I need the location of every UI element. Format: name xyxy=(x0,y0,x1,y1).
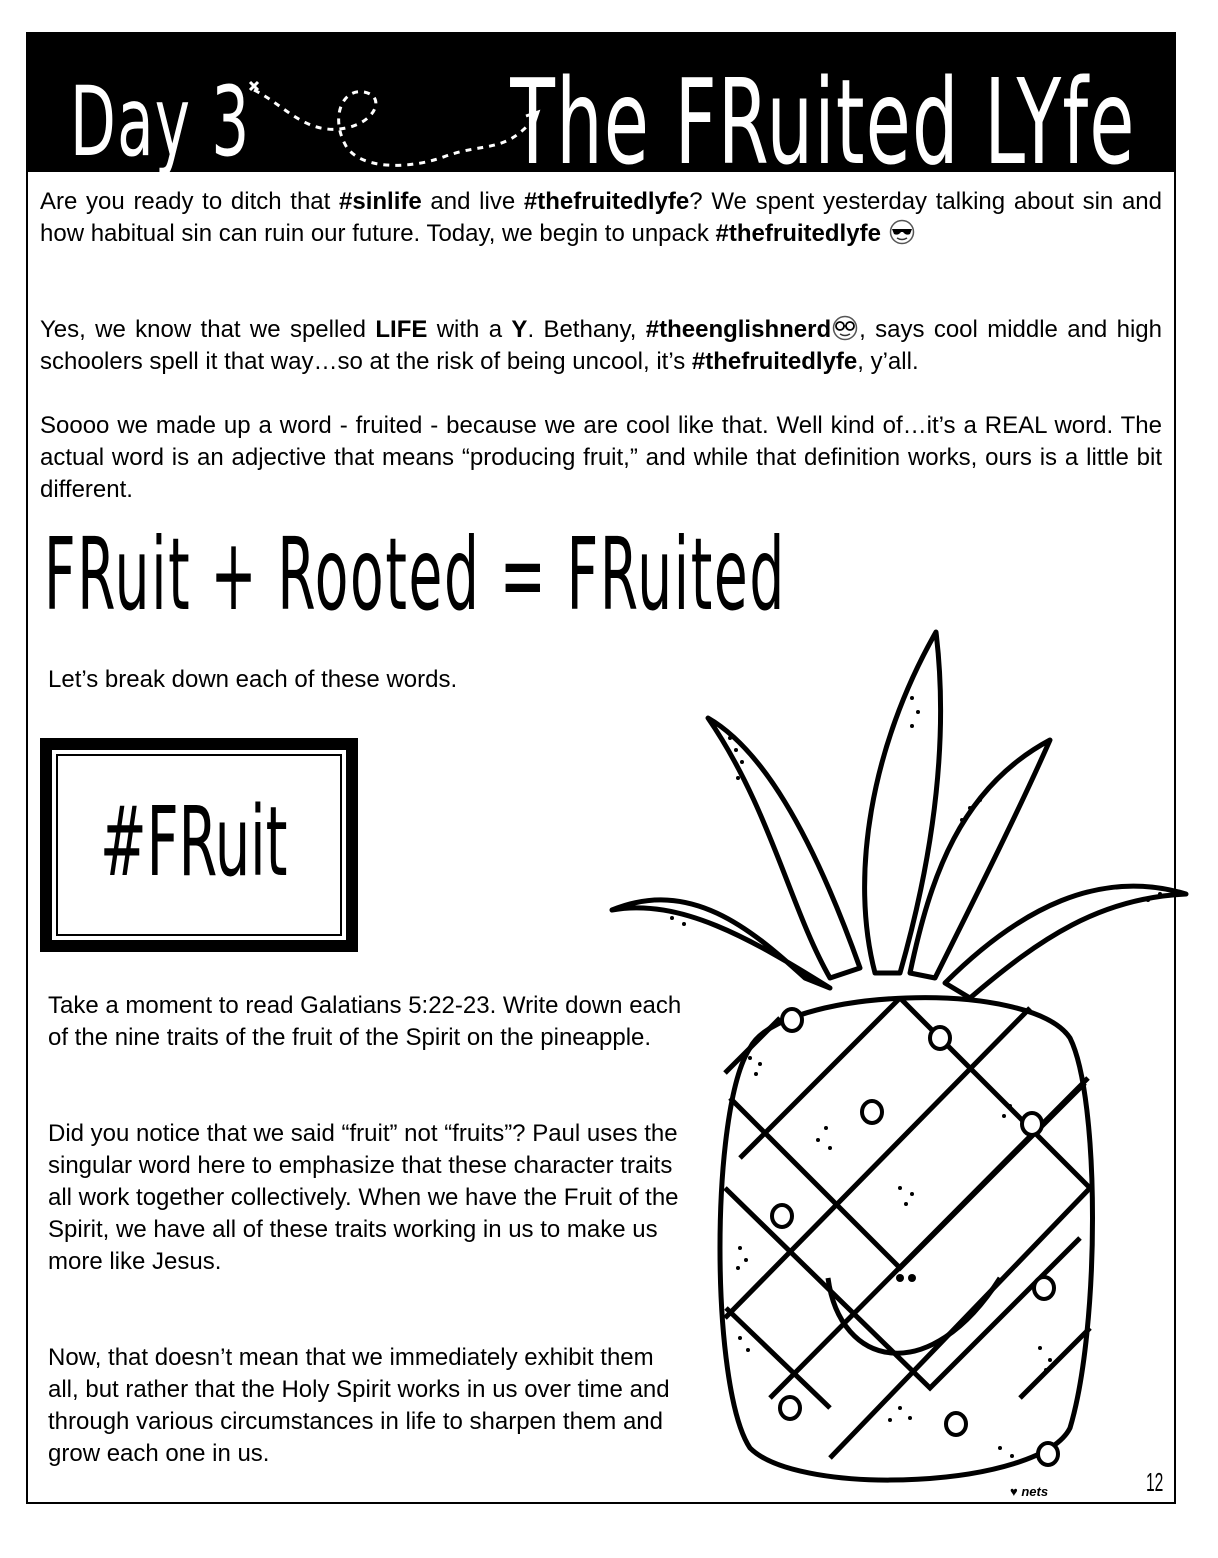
p2-text-c: with a xyxy=(427,316,512,343)
hashtag-theenglishnerd: #theenglishnerd xyxy=(645,316,832,343)
galatians-instruction: Take a moment to read Galatians 5:22-23. Write down each of the nine traits of the fruit of the Spirit on the pineapple. xyxy=(48,992,682,1051)
intro-paragraph-3: Soooo we made up a word - fruited - because we are cool like that. Well kind of…it’s a REAL word. The actual word is an adjective that means “producing fruit,” and while that definition works, ours is a little bit different. xyxy=(40,412,1162,503)
hashtag-sinlife: #sinlife xyxy=(339,188,422,215)
p2-text-a: Yes, we know that we spelled xyxy=(40,316,376,343)
nerd-face-icon xyxy=(831,315,859,341)
p2-text-i: , y’all. xyxy=(857,348,919,375)
p2-text-g: , says cool middle and high schoolers spell it that way…so at the risk of being uncool, it’s xyxy=(40,316,1162,375)
page-header xyxy=(26,32,1176,191)
p1-text-c: and live xyxy=(421,188,524,215)
singular-fruit-paragraph: Did you notice that we said “fruit” not “fruits”? Paul uses the singular word here to emphasize that these character traits all work together collectively. When we have the Fruit of the Spirit, we have all of these traits working in us to make us more like Jesus. xyxy=(48,1120,679,1275)
artist-signature: ♥ nets xyxy=(1010,1484,1049,1499)
intro-paragraph-1 xyxy=(40,186,1162,250)
fruit-heading-label: #FRuit xyxy=(100,786,288,898)
hashtag-thefruitedlyfe-3: #thefruitedlyfe xyxy=(691,348,858,375)
letter-y: Y xyxy=(511,316,528,343)
p2-text-e: . Bethany, xyxy=(527,316,646,343)
dashed-swirl-arrow-icon xyxy=(246,76,546,176)
intro-paragraph-2 xyxy=(40,314,1162,378)
p1-text-a: Are you ready to ditch that xyxy=(40,188,340,215)
sunglasses-face-icon xyxy=(888,219,916,245)
word-life: LIFE xyxy=(375,316,428,343)
page-number: 12 xyxy=(1146,1467,1164,1497)
fruit-rooted-equation: FRuit + Rooted = FRuited xyxy=(44,516,786,633)
p1-text-e: ? We spent yesterday talking about sin and how habitual sin can ruin our future. Today, we begin to unpack xyxy=(40,188,1162,247)
page-title: The FRuited LYfe xyxy=(510,53,1136,191)
hashtag-thefruitedlyfe: #thefruitedlyfe xyxy=(523,188,690,215)
hashtag-thefruitedlyfe-2: #thefruitedlyfe xyxy=(715,220,881,247)
day-label: Day 3 xyxy=(70,66,251,178)
pineapple-illustration xyxy=(600,628,1190,1498)
break-down-intro: Let’s break down each of these words. xyxy=(48,666,458,693)
holy-spirit-paragraph: Now, that doesn’t mean that we immediately exhibit them all, but rather that the Holy Spirit works in us over time and through various circumstances in life to sharpen them and grow each one in us. xyxy=(48,1344,670,1467)
